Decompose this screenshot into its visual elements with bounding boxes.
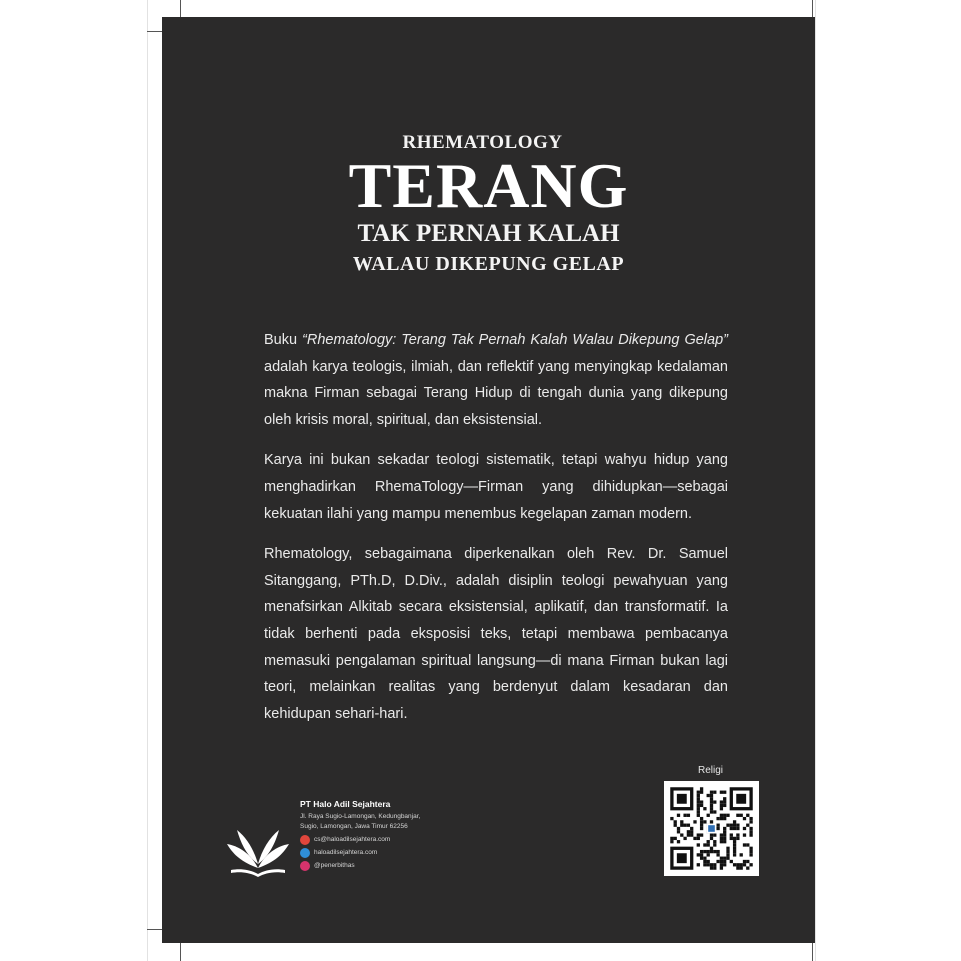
- blurb-paragraph-3: Rhematology, sebagaimana diperkenalkan oleh Rev. Dr. Samuel Sitanggang, PTh.D, D.Div., adalah disiplin teologi pewahyuan yang menafsirkan Alkitab secara eksistensial, aplikatif, dan transformatif. Ia tidak berhenti pada eksposisi teks, tetapi membawa pembacanya memasuki pengalaman spiritual langsung—di mana Firman bukan lagi teori, melainkan realitas yang berdenyut dalam kesadaran dan kehidupan sehari-hari.: [264, 546, 728, 722]
- blurb-p1-prefix: Buku: [264, 332, 303, 348]
- publisher-address-line-2: Sugio, Lamongan, Jawa Timur 62256: [300, 823, 408, 830]
- book-back-cover: [162, 17, 815, 943]
- blurb-paragraph-1: [264, 327, 728, 433]
- email-icon: [300, 835, 310, 845]
- crop-mark: [812, 0, 813, 17]
- web-icon: [300, 848, 310, 858]
- publisher-info: [300, 798, 530, 871]
- crop-mark: [180, 0, 181, 17]
- blurb: [264, 327, 728, 741]
- blurb-paragraph-2: Karya ini bukan sekadar teologi sistematik, tetapi wahyu hidup yang menghadirkan RhemaTology—Firman yang dihidupkan—sebagai kekuatan ilahi yang mampu menembus kegelapan zaman modern.: [264, 452, 728, 522]
- book-title: TERANG: [348, 150, 629, 221]
- crop-mark: [180, 943, 181, 961]
- series-title: RHEMATOLOGY: [402, 132, 563, 153]
- qr-code-graphic: [664, 781, 759, 876]
- open-book-wings-logo: [225, 824, 291, 880]
- publisher-address-line-1: Jl. Raya Sugio-Lamongan, Kedungbanjar,: [300, 813, 421, 820]
- contact-website: [300, 848, 530, 858]
- publisher-address: [300, 812, 530, 832]
- crop-mark: [147, 31, 162, 32]
- contact-email: [300, 835, 530, 845]
- blurb-p1-rest: adalah karya teologis, ilmiah, dan reflektif yang menyingkap kedalaman makna Firman sebagai Terang Hidup di tengah dunia yang dikepung oleh krisis moral, spiritual, dan eksistensial.: [264, 358, 728, 428]
- instagram-icon: [300, 861, 310, 871]
- genre-label: Religi: [698, 765, 724, 776]
- crop-mark: [812, 943, 813, 961]
- subtitle-line-1: TAK PERNAH KALAH: [357, 220, 620, 247]
- contact-website-text: haloadilsejahtera.com: [314, 849, 378, 856]
- title-block: [162, 131, 815, 277]
- subtitle-line-2: WALAU DIKEPUNG GELAP: [352, 253, 625, 275]
- contact-instagram: [300, 861, 530, 871]
- qr-code: [664, 781, 759, 876]
- blurb-p1-book-title: “Rhematology: Terang Tak Pernah Kalah Walau Dikepung Gelap”: [302, 332, 728, 348]
- contact-instagram-text: @penerbithas: [314, 862, 355, 869]
- contact-email-text: cs@haloadilsejahtera.com: [314, 836, 391, 843]
- crop-mark: [147, 929, 162, 930]
- publisher-name: PT Halo Adil Sejahtera: [300, 799, 391, 809]
